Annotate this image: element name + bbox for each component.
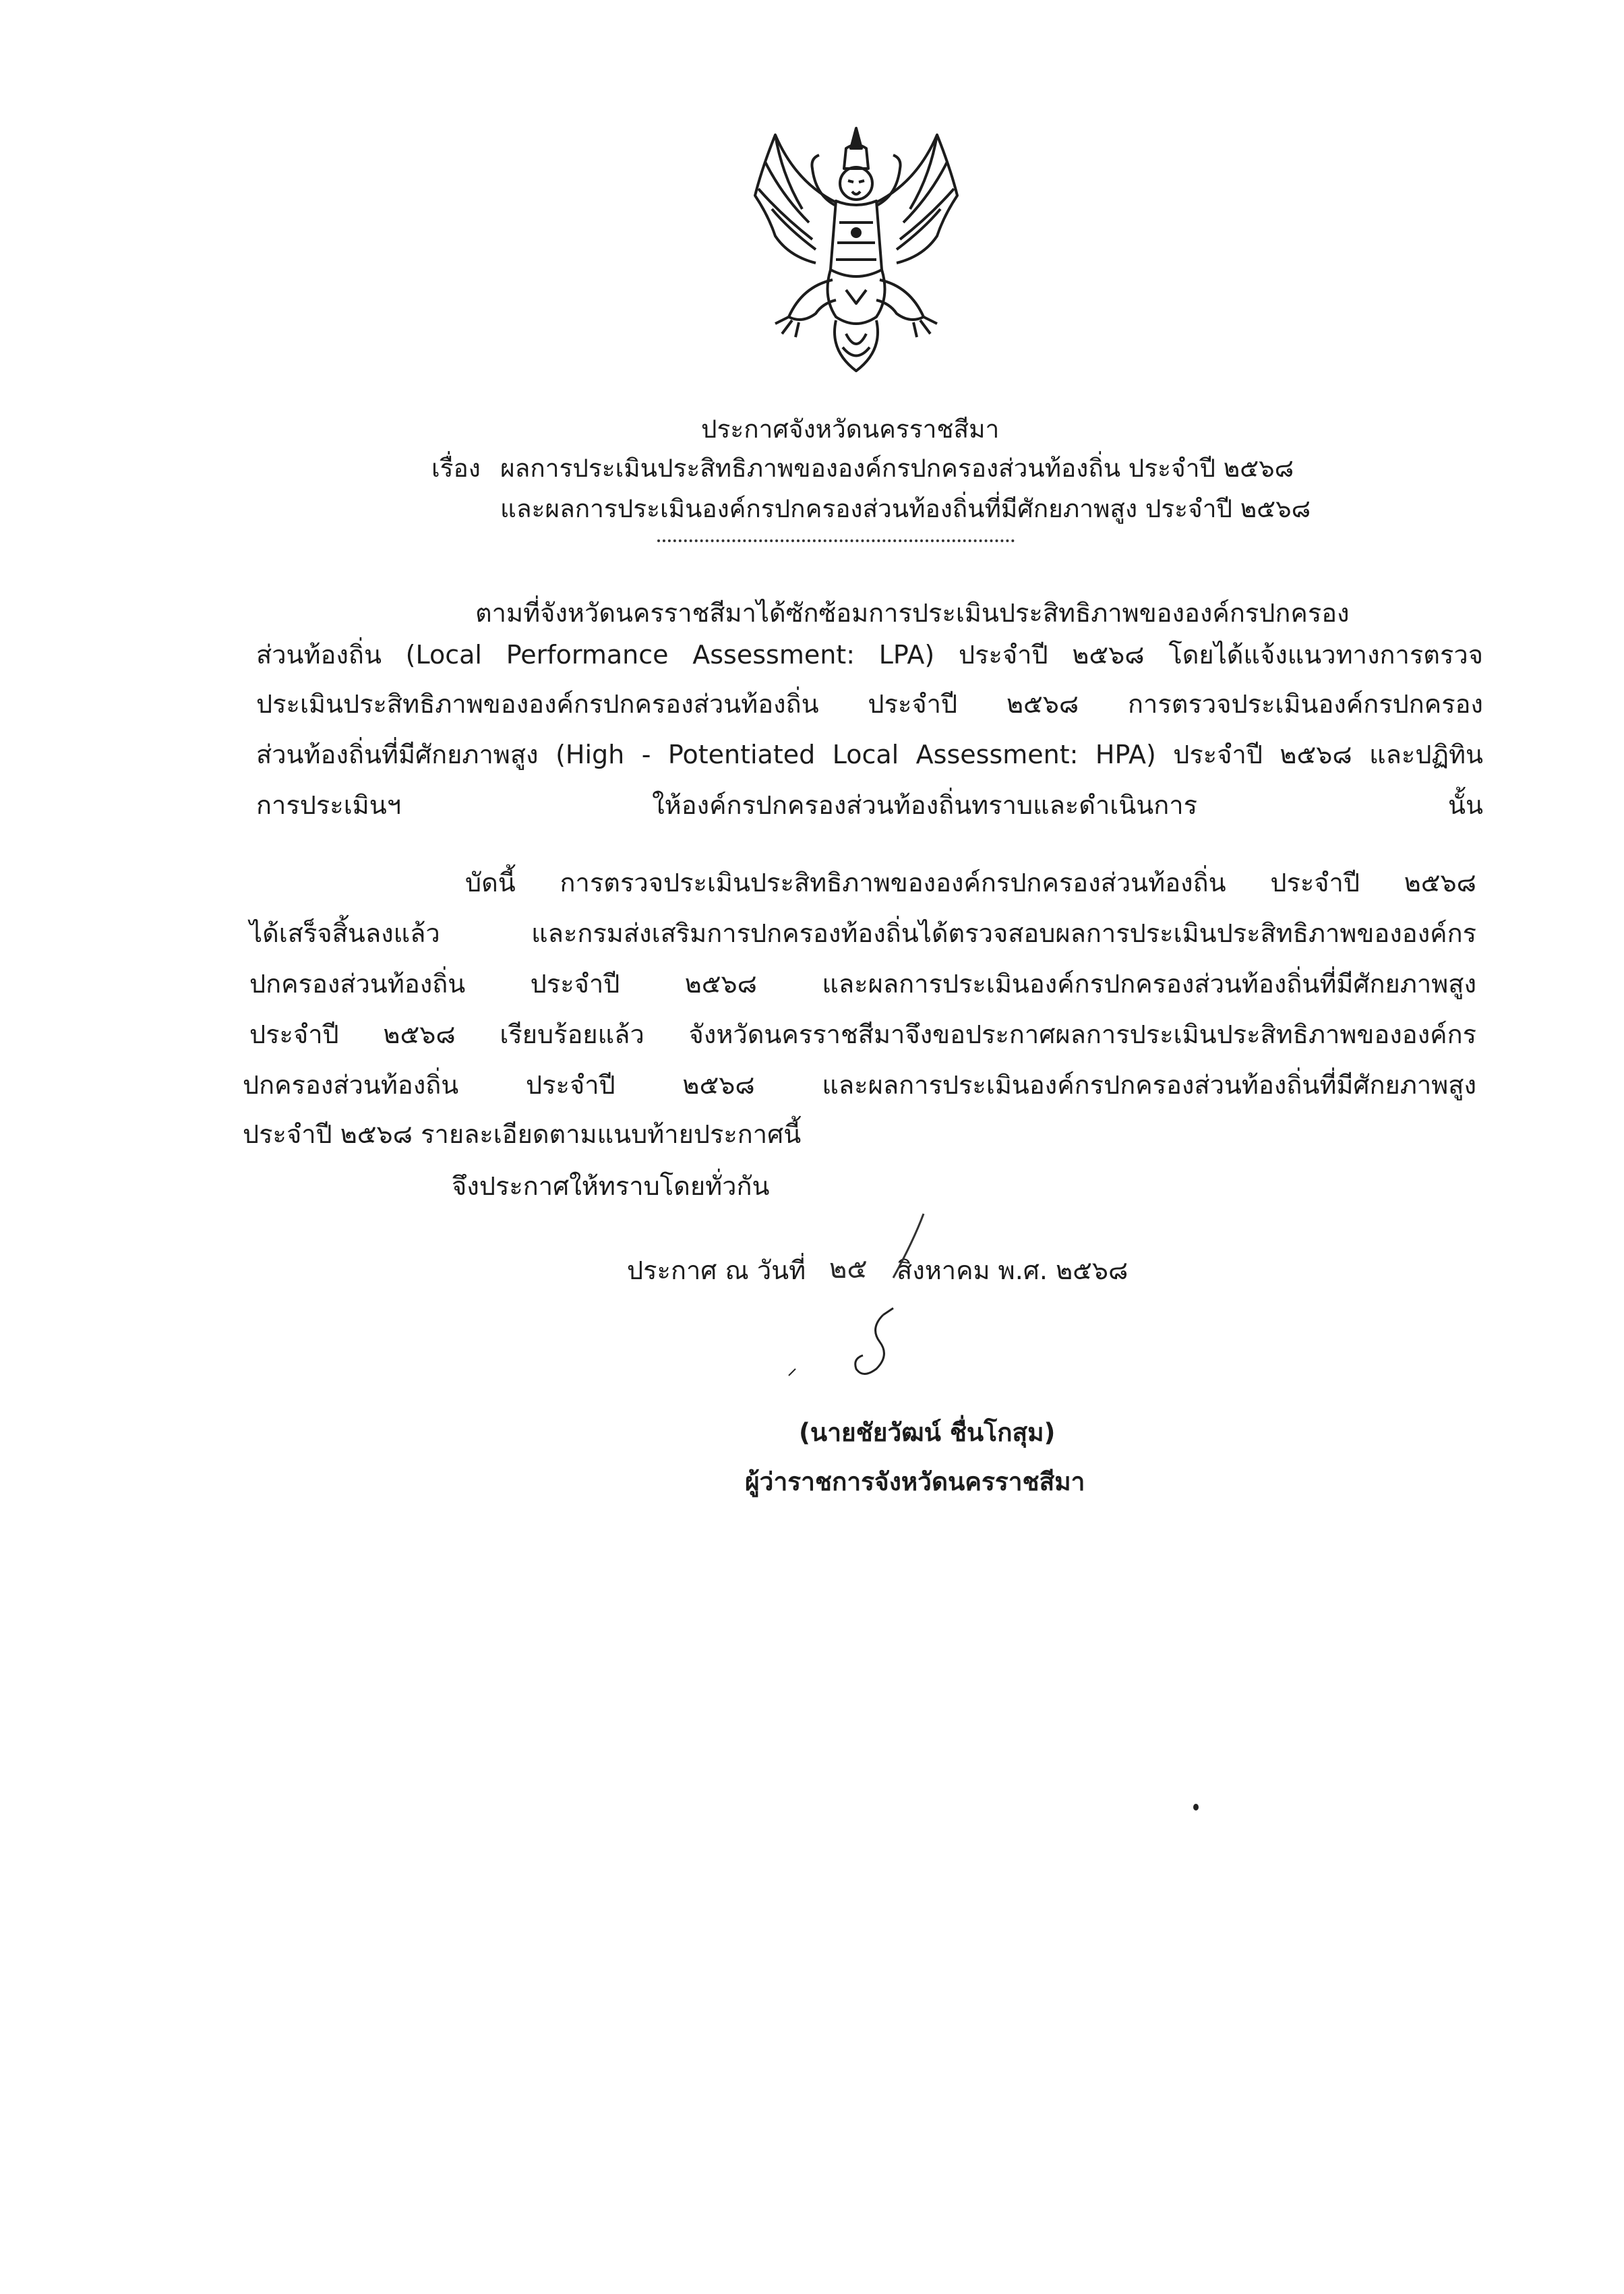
subject-label: เรื่อง — [431, 454, 481, 483]
subject-line-1: ผลการประเมินประสิทธิภาพขององค์กรปกครองส่วนท้องถิ่น ประจำปี ๒๕๖๘ — [500, 454, 1294, 483]
scan-speck — [1193, 1804, 1199, 1811]
signer-position: ผู้ว่าราชการจังหวัดนครราชสีมา — [745, 1467, 1085, 1496]
paragraph-1-line-1: ตามที่จังหวัดนครราชสีมาได้ซักซ้อมการประเมินประสิทธิภาพขององค์กรปกครอง — [475, 598, 1350, 628]
announce-prefix: ประกาศ ณ วันที่ — [627, 1256, 806, 1285]
closing-text: จึงประกาศให้ทราบโดยทั่วกัน — [452, 1171, 770, 1201]
paragraph-2-line-5: ปกครองส่วนท้องถิ่น ประจำปี ๒๕๖๘ และผลการประเมินองค์กรปกครองส่วนท้องถิ่นที่มีศักยภาพสูง — [243, 1070, 1476, 1100]
paragraph-2-line-1: บัดนี้ การตรวจประเมินประสิทธิภาพขององค์กรปกครองส่วนท้องถิ่น ประจำปี ๒๕๖๘ — [465, 868, 1476, 898]
paragraph-2-line-2: ได้เสร็จสิ้นลงแล้ว และกรมส่งเสริมการปกครองท้องถิ่นได้ตรวจสอบผลการประเมินประสิทธิภาพขององค์กร — [249, 918, 1476, 948]
paragraph-1-line-2: ส่วนท้องถิ่น (Local Performance Assessment: LPA) ประจำปี ๒๕๖๘ โดยได้แจ้งแนวทางการตรวจ — [256, 640, 1483, 670]
header-divider — [657, 539, 1015, 542]
signature-icon — [782, 1301, 944, 1396]
paragraph-1-line-3: ประเมินประสิทธิภาพขององค์กรปกครองส่วนท้องถิ่น ประจำปี ๒๕๖๘ การตรวจประเมินองค์กรปกครอง — [256, 689, 1483, 719]
paragraph-2-line-3: ปกครองส่วนท้องถิ่น ประจำปี ๒๕๖๘ และผลการประเมินองค์กรปกครองส่วนท้องถิ่นที่มีศักยภาพสูง — [249, 969, 1476, 999]
paragraph-2-line-6: ประจำปี ๒๕๖๘ รายละเอียดตามแนบท้ายประกาศนี้ — [243, 1119, 802, 1149]
announce-month-year: สิงหาคม พ.ศ. ๒๕๖๘ — [897, 1256, 1129, 1285]
paragraph-1-line-4: ส่วนท้องถิ่นที่มีศักยภาพสูง (High - Potentiated Local Assessment: HPA) ประจำปี ๒๕๖๘ และปฏิทิน — [256, 740, 1483, 769]
garuda-emblem-icon — [735, 121, 978, 378]
subject-line-2: และผลการประเมินองค์กรปกครองส่วนท้องถิ่นที่มีศักยภาพสูง ประจำปี ๒๕๖๘ — [500, 494, 1311, 523]
signer-name: (นายชัยวัฒน์ ชื่นโกสุม) — [799, 1418, 1056, 1447]
handwritten-slash-icon — [876, 1210, 930, 1285]
paragraph-2-line-4: ประจำปี ๒๕๖๘ เรียบร้อยแล้ว จังหวัดนครราชสีมาจึงขอประกาศผลการประเมินประสิทธิภาพขององค์กร — [249, 1020, 1476, 1049]
paragraph-1-line-5: การประเมินฯ ให้องค์กรปกครองส่วนท้องถิ่นทราบและดำเนินการ นั้น — [256, 790, 1483, 820]
announce-day: ๒๕ — [829, 1254, 868, 1285]
announcement-title: ประกาศจังหวัดนครราชสีมา — [701, 415, 1000, 444]
